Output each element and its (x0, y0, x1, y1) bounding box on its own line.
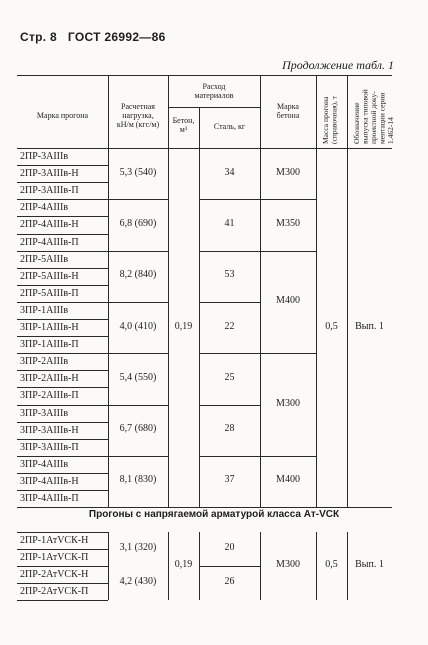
row-rule-2 (17, 600, 108, 601)
concrete-volume-2: 0,19 (174, 559, 193, 570)
row-rule (17, 319, 108, 320)
row-mark: 2ПР-4АIIIв-П (20, 236, 79, 248)
row-rule (17, 165, 108, 166)
row-load-2: 4,2 (430) (119, 576, 157, 587)
row-mark: 3ПР-4АIIIв (20, 458, 69, 470)
row-mark: 3ПР-2АIIIв-Н (20, 373, 79, 385)
standard-number: ГОСТ 26992—86 (67, 30, 166, 44)
row-mark: 3ПР-1АIIIв-П (20, 339, 79, 351)
section-title: Прогоны с напрягаемой арматурой класса Ат-VСК (88, 509, 340, 520)
header-steel: Сталь, кг (213, 122, 246, 131)
header-designation-line: ментации серии (377, 92, 387, 144)
row-rule-2 (17, 549, 108, 550)
table-bottom-rule (17, 507, 392, 508)
column-rule-2 (260, 532, 261, 600)
column-rule (108, 75, 109, 507)
row-mark-2: 2ПР-2АтVСК-Н (20, 569, 89, 580)
header-load-line: кН/м (кгс/м) (116, 120, 160, 129)
row-load: 5,4 (550) (119, 371, 157, 383)
row-steel: 34 (224, 166, 235, 178)
group-rule (108, 405, 168, 406)
mass-value: 0,5 (325, 320, 338, 332)
header-designation-line: проектной доку- (369, 91, 378, 144)
header-designation (353, 78, 396, 144)
header-consumption-line: Расход (202, 82, 226, 91)
row-mark: 3ПР-3АIIIв (20, 407, 69, 419)
header-concrete-grade-line: бетона (276, 111, 300, 120)
column-rule (347, 75, 348, 507)
column-rule (316, 75, 317, 507)
row-steel: 22 (224, 320, 235, 332)
row-rule (17, 456, 108, 457)
header-designation-line: 1.462-14 (386, 117, 395, 144)
header-mass-line: Масса прогона (321, 96, 330, 144)
row-mark: 3ПР-3АIIIв-Н (20, 424, 79, 436)
grade-rule (260, 251, 316, 252)
group-rule (199, 405, 260, 406)
column-rule (168, 75, 169, 507)
group-rule (108, 199, 168, 200)
row-rule (17, 387, 108, 388)
header-mass (322, 80, 339, 144)
header-consumption-line: материалов (194, 91, 234, 100)
row-mark: 3ПР-4АIIIв-П (20, 493, 79, 504)
row-grade: М300 (276, 397, 300, 409)
row-mark: 3ПР-2АIIIв (20, 356, 69, 368)
header-concrete-volume-line: Бетон, (172, 116, 195, 125)
designation-value-2: Вып. 1 (355, 559, 384, 570)
row-rule-2 (17, 532, 108, 533)
row-mark: 2ПР-3АIIIв-Н (20, 168, 79, 180)
group-rule (108, 302, 168, 303)
row-mark-2: 2ПР-1АтVСК-Н (20, 535, 89, 546)
header-concrete-grade (260, 102, 316, 120)
row-load: 8,2 (840) (119, 269, 157, 281)
row-mark: 2ПР-3АIIIв-П (20, 185, 79, 197)
running-header (20, 30, 166, 44)
row-load: 8,1 (830) (119, 474, 157, 486)
header-concrete-volume (168, 116, 199, 134)
consumption-sub-rule (168, 107, 260, 108)
group-rule (199, 353, 260, 354)
row-rule (17, 422, 108, 423)
header-designation-line: выпуска типовой (360, 89, 370, 144)
row-mark: 2ПР-5АIIIв-Н (20, 270, 79, 282)
row-steel-2: 20 (224, 542, 235, 553)
row-rule (17, 336, 108, 337)
row-mark-2: 2ПР-1АтVСК-П (20, 552, 89, 563)
row-rule (17, 370, 108, 371)
header-consumption (168, 82, 260, 100)
row-steel-2: 26 (224, 576, 235, 587)
header-designation-line: Обозначение (352, 102, 361, 144)
group-rule (108, 251, 168, 252)
row-rule (17, 216, 108, 217)
row-rule (17, 353, 108, 354)
table-continuation: Продолжение табл. 1 (282, 58, 394, 72)
group-rule (108, 353, 168, 354)
column-rule-2 (316, 532, 317, 600)
row-grade: М350 (276, 217, 300, 229)
group-rule (108, 456, 168, 457)
row-rule (17, 234, 108, 235)
column-rule-2 (108, 532, 109, 600)
row-mark: 3ПР-3АIIIв-П (20, 441, 79, 453)
header-concrete-grade-line: Марка (277, 102, 299, 111)
row-load: 6,8 (690) (119, 217, 157, 229)
designation-value: Вып. 1 (355, 320, 384, 332)
row-rule (17, 405, 108, 406)
header-load-line: Расчетная (121, 102, 155, 111)
group-rule (199, 199, 260, 200)
row-grade: М300 (276, 166, 300, 178)
grade-2: М300 (276, 559, 300, 570)
row-rule (17, 285, 108, 286)
row-load: 4,0 (410) (119, 320, 157, 332)
row-rule-2 (17, 583, 108, 584)
row-mark: 2ПР-5АIIIв-П (20, 287, 79, 299)
concrete-volume: 0,19 (174, 320, 193, 332)
row-rule (17, 473, 108, 474)
row-mark: 3ПР-2АIIIв-П (20, 390, 79, 402)
header-load-line: нагрузка, (122, 111, 154, 120)
row-rule (17, 182, 108, 183)
row-mark-2: 2ПР-2АтVСК-П (20, 586, 89, 597)
row-rule (17, 439, 108, 440)
row-load: 5,3 (540) (119, 166, 157, 178)
row-steel: 37 (224, 474, 235, 486)
row-steel: 28 (224, 423, 235, 435)
row-grade: М400 (276, 474, 300, 486)
row-rule (17, 199, 108, 200)
row-rule (17, 490, 108, 491)
group-rule (199, 251, 260, 252)
row-rule (17, 302, 108, 303)
table-top-rule (17, 75, 392, 76)
column-rule-2 (347, 532, 348, 600)
group-rule (199, 456, 260, 457)
mass-value-2: 0,5 (325, 559, 338, 570)
group-rule (199, 302, 260, 303)
row-rule (17, 268, 108, 269)
row-mark: 2ПР-3АIIIв (20, 151, 69, 162)
row-mark: 3ПР-4АIIIв-Н (20, 475, 79, 487)
row-mark: 3ПР-1АIIIв-Н (20, 322, 79, 333)
row-steel: 25 (224, 371, 235, 383)
row-load: 6,7 (680) (119, 423, 157, 435)
row-rule (17, 251, 108, 252)
row-mark: 2ПР-4АIIIв (20, 202, 69, 214)
row-rule-2 (17, 566, 108, 567)
group-rule-2 (199, 566, 260, 567)
column-rule (260, 75, 261, 507)
header-load (108, 102, 168, 129)
grade-rule (260, 456, 316, 457)
header-concrete-volume-line: м³ (179, 125, 188, 134)
row-steel: 41 (224, 217, 235, 229)
row-mark: 2ПР-4АIIIв-Н (20, 219, 79, 231)
column-rule-2 (168, 532, 169, 600)
row-mark: 2ПР-5АIIIв (20, 253, 69, 265)
row-steel: 53 (224, 269, 235, 281)
page-label: Стр. 8 (20, 30, 58, 44)
row-grade: М400 (276, 294, 300, 306)
row-load-2: 3,1 (320) (119, 542, 157, 553)
grade-rule (260, 353, 316, 354)
header-mark: Марка прогона (36, 111, 89, 120)
row-mark: 3ПР-1АIIIв (20, 304, 69, 316)
header-mass-line: (справочная), т (329, 95, 339, 144)
header-bottom-rule (17, 148, 392, 149)
column-rule (199, 107, 200, 507)
grade-rule (260, 199, 316, 200)
